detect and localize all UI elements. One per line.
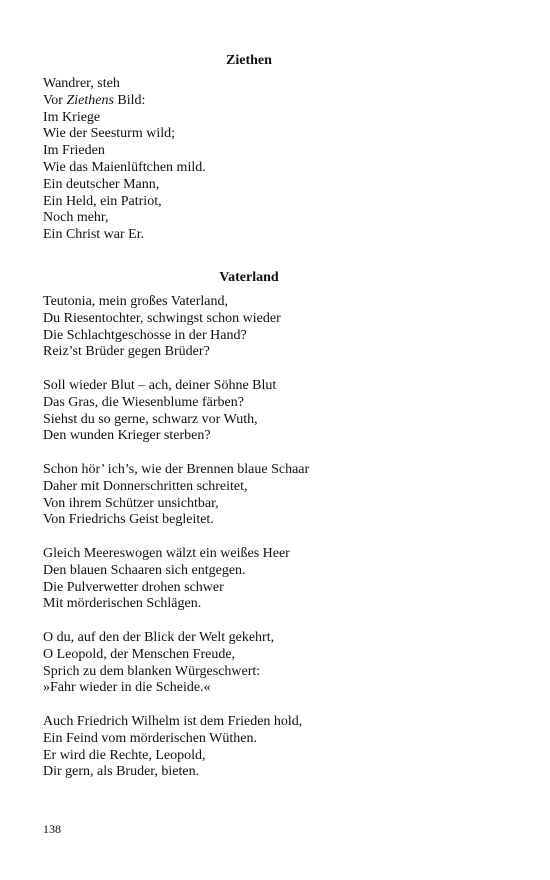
poem-line: Sprich zu dem blanken Würgeschwert:: [43, 663, 261, 679]
poem-line: Im Kriege: [43, 109, 101, 125]
poem-line: Noch mehr,: [43, 210, 109, 226]
poem-line: Wie das Maienlüftchen mild.: [43, 159, 206, 175]
poem-line: Den wunden Krieger sterben?: [43, 428, 211, 444]
poem-title-vaterland: Vaterland: [219, 270, 279, 285]
poem-line: Mit mörderischen Schlägen.: [43, 596, 202, 612]
poem-title-ziethen: Ziethen: [226, 53, 272, 68]
poem-line: Die Schlachtgeschosse in der Hand?: [43, 327, 247, 343]
poem-line: Wandrer, steh: [43, 76, 120, 91]
stanza: [43, 294, 503, 361]
page-number: 138: [43, 822, 61, 836]
poem-vaterland: [43, 294, 503, 781]
poem-line: »Fahr wieder in die Scheide.«: [43, 680, 211, 696]
poem-line: Schon hör’ ich’s, wie der Brennen blaue Schaar: [43, 461, 310, 477]
poem-line: Auch Friedrich Wilhelm ist dem Frieden hold,: [43, 713, 303, 729]
poem-line: Den blauen Schaaren sich entgegen.: [43, 562, 246, 578]
poem-line: Von Friedrichs Geist begleitet.: [43, 512, 214, 528]
poem-line: Du Riesentochter, schwingst schon wieder: [43, 310, 281, 326]
poem-line: Gleich Meereswogen wälzt ein weißes Heer: [43, 545, 290, 561]
poem-line: [43, 93, 503, 110]
stanza: [43, 546, 503, 613]
poem-line: Soll wieder Blut – ach, deiner Söhne Blut: [43, 377, 277, 393]
poem-line: Ein Feind vom mörderischen Wüthen.: [43, 730, 257, 746]
poem-line: Siehst du so gerne, schwarz vor Wuth,: [43, 411, 258, 427]
poem-line: Teutonia, mein großes Vaterland,: [43, 294, 228, 309]
line-text: Bild:: [113, 92, 146, 108]
poem-line: O du, auf den der Blick der Welt gekehrt,: [43, 629, 275, 645]
stanza: [43, 714, 503, 781]
line-text: Vor: [43, 92, 67, 108]
poem-line: Daher mit Donnerschritten schreitet,: [43, 478, 248, 494]
poem-line: Er wird die Rechte, Leopold,: [43, 747, 206, 763]
poem-line: Reiz’st Brüder gegen Brüder?: [43, 344, 210, 360]
poem-line: Im Frieden: [43, 143, 105, 159]
emphasized-name: Ziethens: [66, 92, 114, 108]
poem-line: Ein deutscher Mann,: [43, 176, 160, 192]
poem-line: Die Pulverwetter drohen schwer: [43, 579, 224, 595]
stanza: [43, 378, 503, 445]
poem-line: Ein Held, ein Patriot,: [43, 193, 162, 209]
poem-line: Von ihrem Schützer unsichtbar,: [43, 495, 219, 511]
poem-line: Ein Christ war Er.: [43, 227, 145, 243]
poem-ziethen: [43, 76, 503, 244]
stanza: [43, 630, 503, 697]
poem-line: Wie der Seesturm wild;: [43, 126, 176, 142]
poem-line: O Leopold, der Menschen Freude,: [43, 646, 236, 662]
stanza: [43, 462, 503, 529]
poem-line: Dir gern, als Bruder, bieten.: [43, 764, 200, 780]
poem-line: Das Gras, die Wiesenblume färben?: [43, 394, 244, 410]
